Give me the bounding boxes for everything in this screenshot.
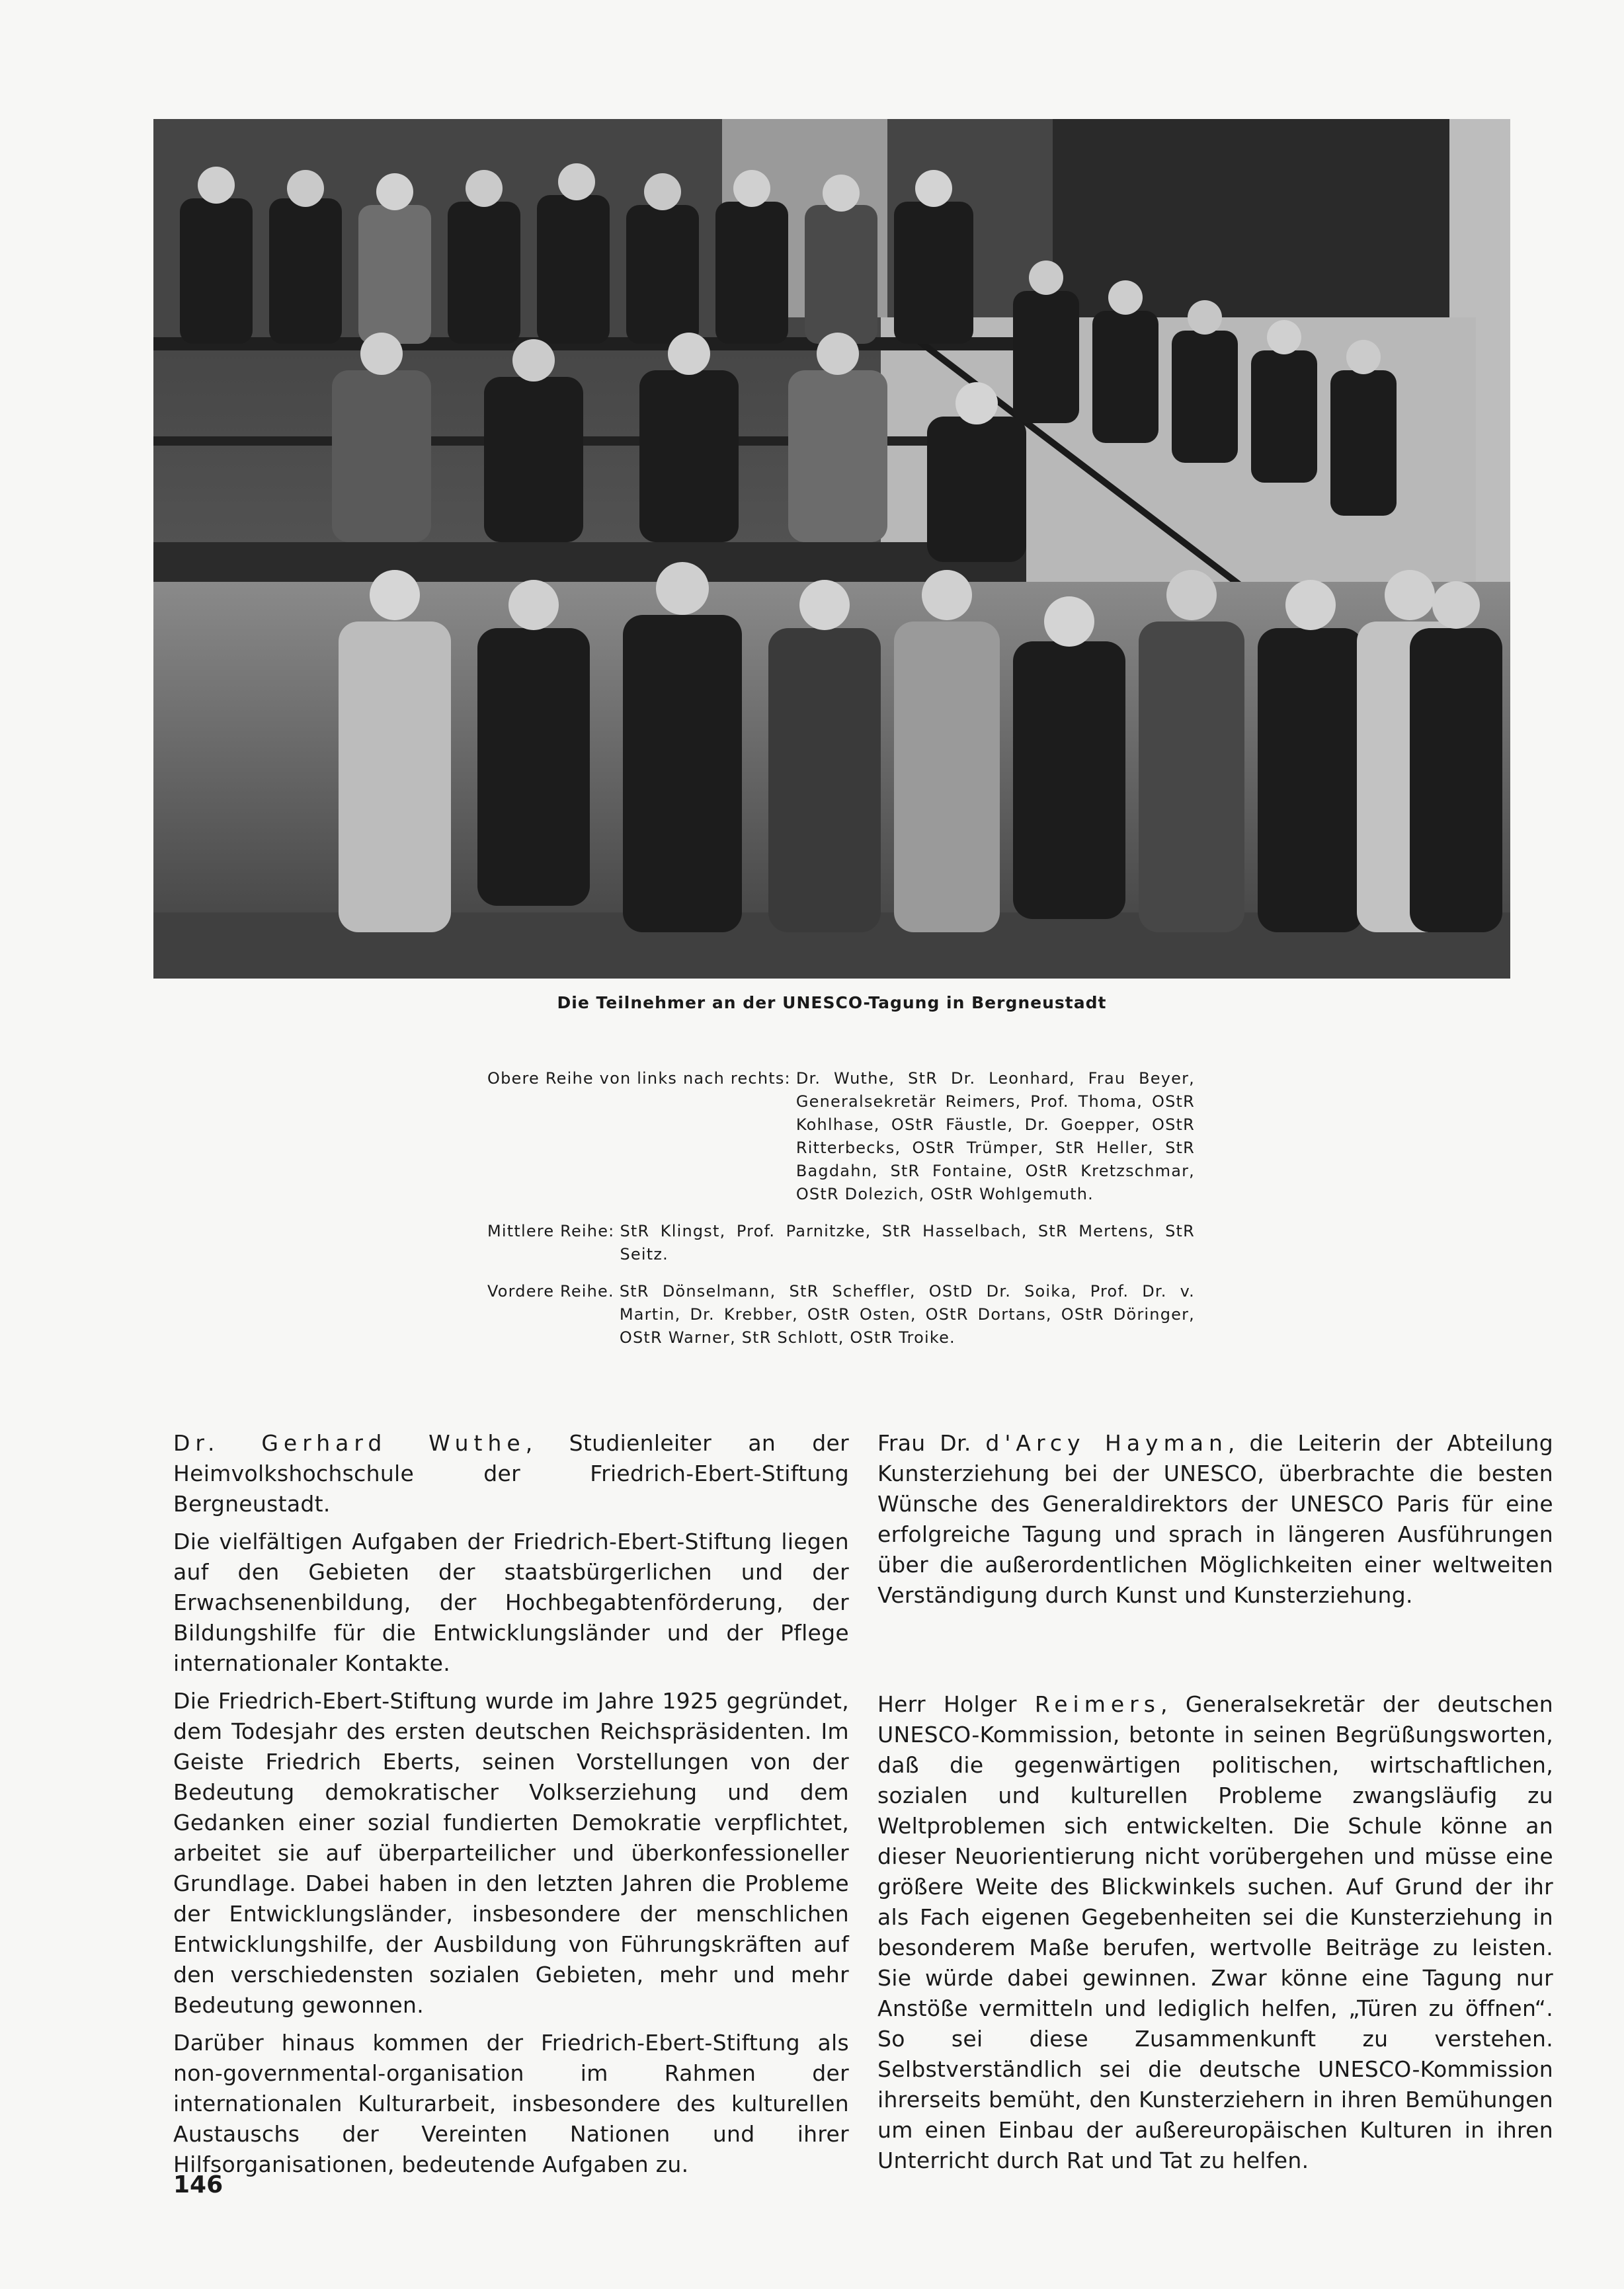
legend-row-middle	[487, 1220, 1195, 1266]
group-photo-illustration	[153, 119, 1510, 979]
paragraph-text: , die Leiterin der Abteilung Kunsterziehung bei der UNESCO, überbrachte die besten Wünsche des Generaldirektors der UNESCO Paris für eine erfolgreiche Tagung und sprach in längeren Ausführungen über die außerordentlichen Möglichkeiten einer weltweiten Verständigung durch Kunst und Kunsterziehung.	[877, 1430, 1553, 1608]
paragraph-text: , Studienleiter an der Heimvolkshochschule der Friedrich-Ebert-Stiftung Bergneustadt.	[173, 1430, 849, 1517]
paragraph	[877, 1428, 1553, 1611]
legend-row-front	[487, 1280, 1195, 1349]
photo-caption: Die Teilnehmer an der UNESCO-Tagung in Bergneustadt	[557, 993, 1107, 1012]
legend-key: Vordere Reihe.	[487, 1282, 614, 1301]
speaker-name: Dr. Gerhard Wuthe	[173, 1430, 526, 1456]
speaker-name: d'Arcy Hayman	[985, 1430, 1228, 1456]
speaker-name: Reimers	[1034, 1691, 1160, 1717]
paragraph	[877, 1689, 1553, 2176]
paragraph: Die vielfältigen Aufgaben der Friedrich-Ebert-Stiftung liegen auf den Gebieten der staatsbürgerlichen und der Erwachsenenbildung, der Hochbegabtenförderung, der Bildungshilfe für die Entwicklungsländer und der Pflege internationaler Kontakte.	[173, 1529, 849, 1676]
paragraph	[173, 1428, 849, 1519]
page-number: 146	[173, 2171, 223, 2198]
column-gap	[877, 1618, 1553, 1689]
paragraph-text: Frau Dr.	[877, 1430, 986, 1456]
photo-legend	[487, 1067, 1195, 1363]
legend-row-upper	[487, 1067, 1195, 1206]
legend-names: StR Klingst, Prof. Parnitzke, StR Hasselbach, StR Mertens, StR Seitz.	[620, 1222, 1195, 1264]
left-column	[173, 1428, 849, 2187]
group-photo	[153, 119, 1510, 979]
paragraph-text: , Generalsekretär der deutschen UNESCO-Kommission, betonte in seinen Begrüßungsworten, daß die gegenwärtigen politischen, wirtschaftlichen, sozialen und kulturellen Probleme zwangsläufig zu Weltproblemen sich entwickelten. Die Schule könne an dieser Neuorientierung nicht vorübergehen und müsse eine größere Weite des Blickwinkels suchen. Auf Grund der ihr als Fach eigenen Gegebenheiten sei die Kunsterziehung in besonderem Maße berufen, wertvolle Beiträge zu leisten. Sie würde dabei gewinnen. Zwar könne eine Tagung nur Anstöße vermitteln und lediglich helfen, „Türen zu öffnen“. So sei diese Zusammenkunft zu verstehen. Selbstverständlich sei die deutsche UNESCO-Kommission ihrerseits bemüht, den Kunsterziehern in ihren Bemühungen um einen Einbau der außereuropäischen Kulturen in ihren Unterricht durch Rat und Tat zu helfen.	[877, 1691, 1553, 2173]
paragraph: Darüber hinaus kommen der Friedrich-Ebert-Stiftung als non-governmental-organisation im Rahmen der internationalen Kulturarbeit, insbesondere des kulturellen Austauschs der Vereinten Nationen und ihrer Hilfsorganisationen, bedeutende Aufgaben zu.	[173, 2030, 849, 2177]
legend-names: StR Dönselmann, StR Scheffler, OStD Dr. Soika, Prof. Dr. v. Martin, Dr. Krebber, OStR Osten, OStR Dortans, OStR Döringer, OStR Warner, StR Schlott, OStR Troike.	[619, 1282, 1195, 1347]
legend-key: Obere Reihe von links nach rechts:	[487, 1069, 791, 1088]
paragraph-text: Herr Holger	[877, 1691, 1035, 1717]
right-column	[877, 1428, 1553, 2183]
paragraph: Die Friedrich-Ebert-Stiftung wurde im Jahre 1925 gegründet, dem Todesjahr des ersten deutschen Reichspräsidenten. Im Geiste Friedrich Eberts, seinen Vorstellungen von der Bedeutung demokratischer Volkserziehung und dem Gedanken einer sozial fundierten Demokratie verpflichtet, arbeitet sie auf überparteilicher und überkonfessioneller Grundlage. Dabei haben in den letzten Jahren die Probleme der Entwicklungsländer, insbesondere der menschlichen Entwicklungshilfe, der Ausbildung von Führungskräften auf den verschiedensten sozialen Gebieten, mehr und mehr Bedeutung gewonnen.	[173, 1688, 849, 2018]
legend-names: Dr. Wuthe, StR Dr. Leonhard, Frau Beyer, Generalsekretär Reimers, Prof. Thoma, OStR Kohlhase, OStR Fäustle, Dr. Goepper, OStR Ritterbecks, OStR Trümper, StR Heller, StR Bagdahn, StR Fontaine, OStR Kretzschmar, OStR Dolezich, OStR Wohlgemuth.	[795, 1069, 1195, 1203]
legend-key: Mittlere Reihe:	[487, 1222, 615, 1240]
